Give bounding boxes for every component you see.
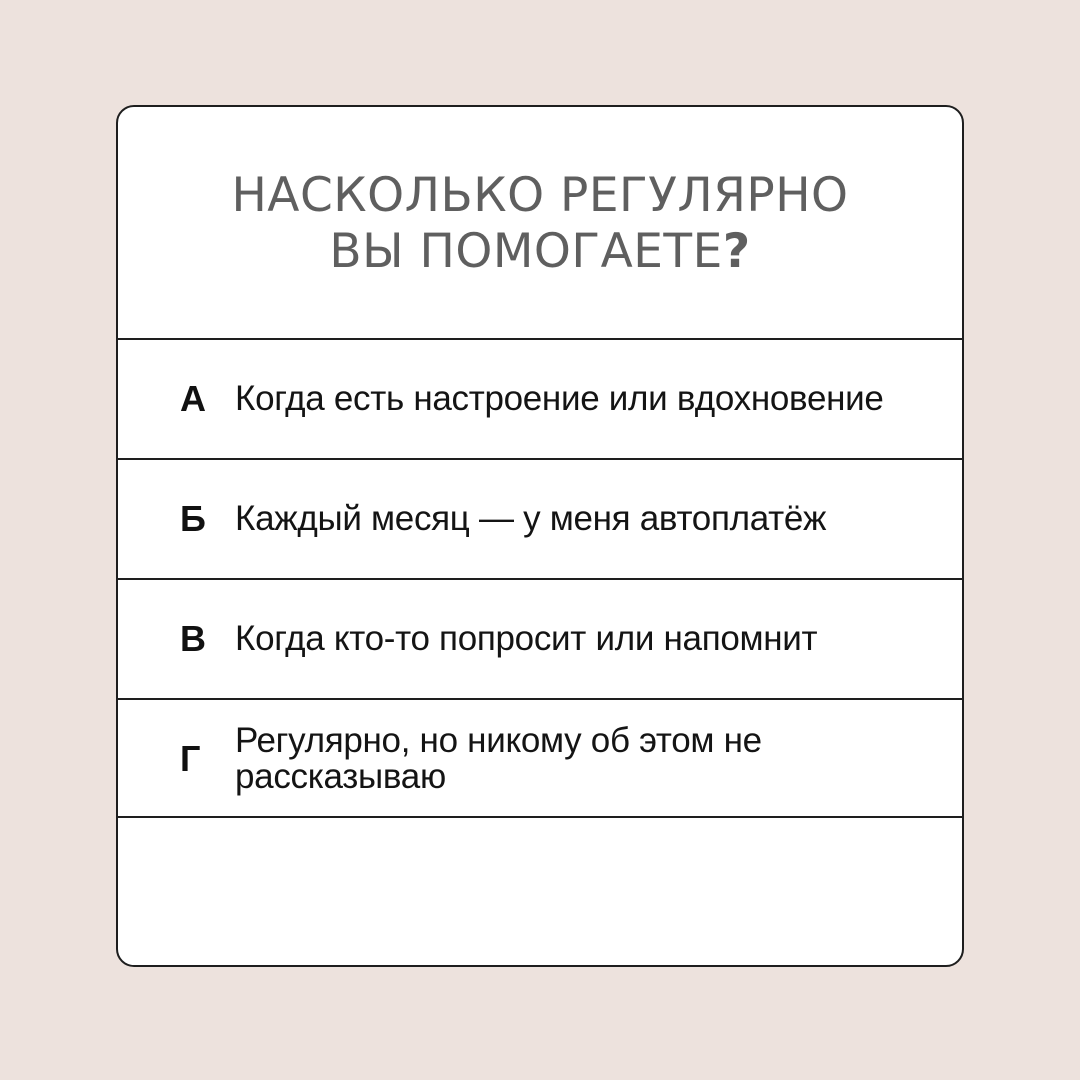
question-header <box>118 107 962 338</box>
option-letter: Б <box>180 498 206 539</box>
question-title-line-2-text: ВЫ ПОМОГАЕТЕ <box>329 223 723 279</box>
answer-option-g[interactable] <box>118 698 962 818</box>
question-mark: ? <box>722 223 751 279</box>
option-letter: А <box>180 378 206 419</box>
answer-option-a[interactable] <box>118 338 962 458</box>
quiz-card <box>116 105 964 967</box>
option-text: Каждый месяц — у меня автоплатёж <box>235 499 827 538</box>
option-text: Когда есть настроение или вдохновение <box>235 379 884 418</box>
bottom-divider <box>118 816 962 818</box>
option-text: Регулярно, но никому об этом не рассказываю <box>235 721 762 796</box>
option-letter: В <box>180 618 206 659</box>
question-title-line-2 <box>231 224 848 280</box>
option-letter: Г <box>180 738 201 779</box>
option-text: Когда кто-то попросит или напомнит <box>235 619 818 658</box>
question-title-line-1: НАСКОЛЬКО РЕГУЛЯРНО <box>231 167 849 223</box>
question-title <box>231 168 848 280</box>
answer-option-v[interactable] <box>118 578 962 698</box>
answer-option-b[interactable] <box>118 458 962 578</box>
